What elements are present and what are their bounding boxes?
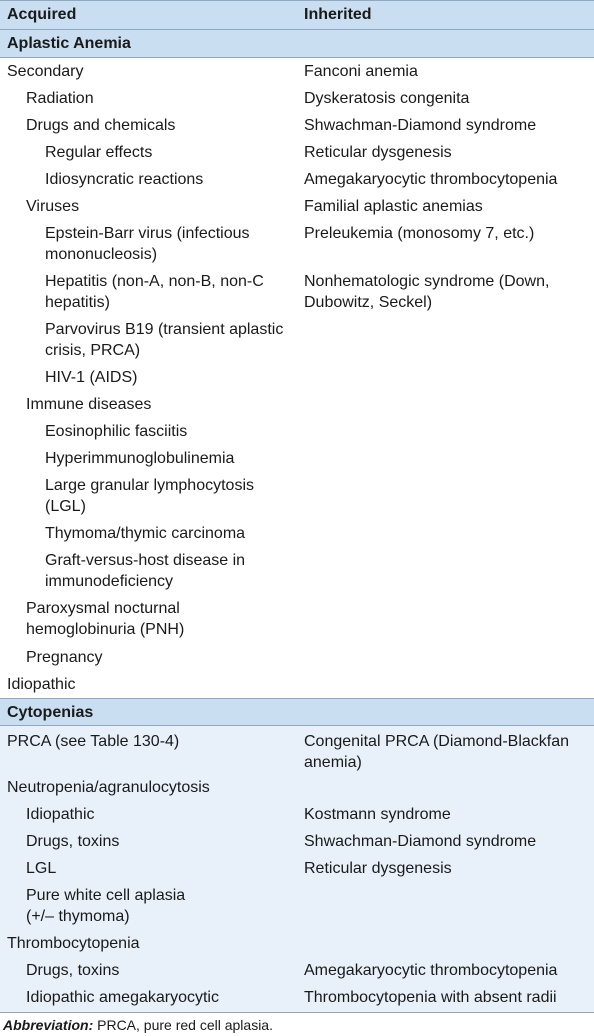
table-cell: Reticular dysgenesis [304,144,452,161]
table-cell: Regular effects [45,144,153,161]
table-cell: Reticular dysgenesis [304,860,452,877]
table-cell: crisis, PRCA) [45,342,141,359]
table-cell: Amegakaryocytic thrombocytopenia [304,962,558,979]
column-header-inherited: Inherited [304,6,372,23]
table-cell: PRCA (see Table 130-4) [7,733,180,750]
table-cell: Shwachman-Diamond syndrome [304,117,537,134]
table-cell: Familial aplastic anemias [304,198,483,215]
column-header-acquired: Acquired [7,6,77,23]
table-cell: Large granular lymphocytosis [45,477,254,494]
table-cell: Drugs, toxins [26,833,120,850]
table-cell: Eosinophilic fasciitis [45,423,188,440]
table-cell: anemia) [304,754,362,771]
table-cell: Thrombocytopenia with absent radii [304,989,557,1006]
table-cell: Epstein-Barr virus (infectious [45,225,250,242]
table-cell: Idiopathic [7,676,76,693]
table-cell: Pregnancy [26,649,103,666]
section-header-aplastic-anemia [0,30,594,58]
table-cell: Secondary [7,63,84,80]
table-cell: (+/– thymoma) [26,908,130,925]
table-cell: Dubowitz, Seckel) [304,294,433,311]
table-cell: Amegakaryocytic thrombocytopenia [304,171,558,188]
table-cell: Pure white cell aplasia [26,887,186,904]
table-cell: HIV-1 (AIDS) [45,369,138,386]
table-cell: hemoglobinuria (PNH) [26,621,185,638]
table-cell: Preleukemia (monosomy 7, etc.) [304,225,535,242]
table-cell: Idiosyncratic reactions [45,171,204,188]
table-cell: Nonhematologic syndrome (Down, [304,273,550,290]
table-cell: Hyperimmunoglobulinemia [45,450,235,467]
table-cell: Idiopathic [26,806,95,823]
table-cell: Idiopathic amegakaryocytic [26,989,219,1006]
table-cell: Graft-versus-host disease in [45,552,246,569]
table-cell: Immune diseases [26,396,152,413]
table-cell: hepatitis) [45,294,110,311]
table-cell: Fanconi anemia [304,63,418,80]
table-cell: Thrombocytopenia [7,935,140,952]
table-cell: Thymoma/thymic carcinoma [45,525,246,542]
table-cell: mononucleosis) [45,246,158,263]
table-cell: (LGL) [45,498,86,515]
table-footnote [3,1016,273,1034]
table-cell: immunodeficiency [45,573,174,590]
table-cell: Hepatitis (non-A, non-B, non-C [45,273,264,290]
table-cell: Dyskeratosis congenita [304,90,470,107]
footnote-text: PRCA, pure red cell aplasia. [93,1017,273,1033]
table-bottom-rule [0,1012,594,1013]
section-title: Aplastic Anemia [7,35,131,52]
table-cell: Kostmann syndrome [304,806,451,823]
table-cell: Congenital PRCA (Diamond-Blackfan [304,733,570,750]
table-cell: Shwachman-Diamond syndrome [304,833,537,850]
footnote-label: Abbreviation: [3,1017,94,1033]
table-cell: Paroxysmal nocturnal [26,600,180,617]
section-header-cytopenias [0,698,594,726]
table-cell: Parvovirus B19 (transient aplastic [45,321,284,338]
table-cell: Neutropenia/agranulocytosis [7,779,210,796]
table-cell: Radiation [26,90,94,107]
table-cell: Viruses [26,198,80,215]
section-title: Cytopenias [7,704,94,721]
table-cell: Drugs, toxins [26,962,120,979]
table-header-row [0,0,594,30]
table-cell: LGL [26,860,57,877]
table-cell: Drugs and chemicals [26,117,176,134]
